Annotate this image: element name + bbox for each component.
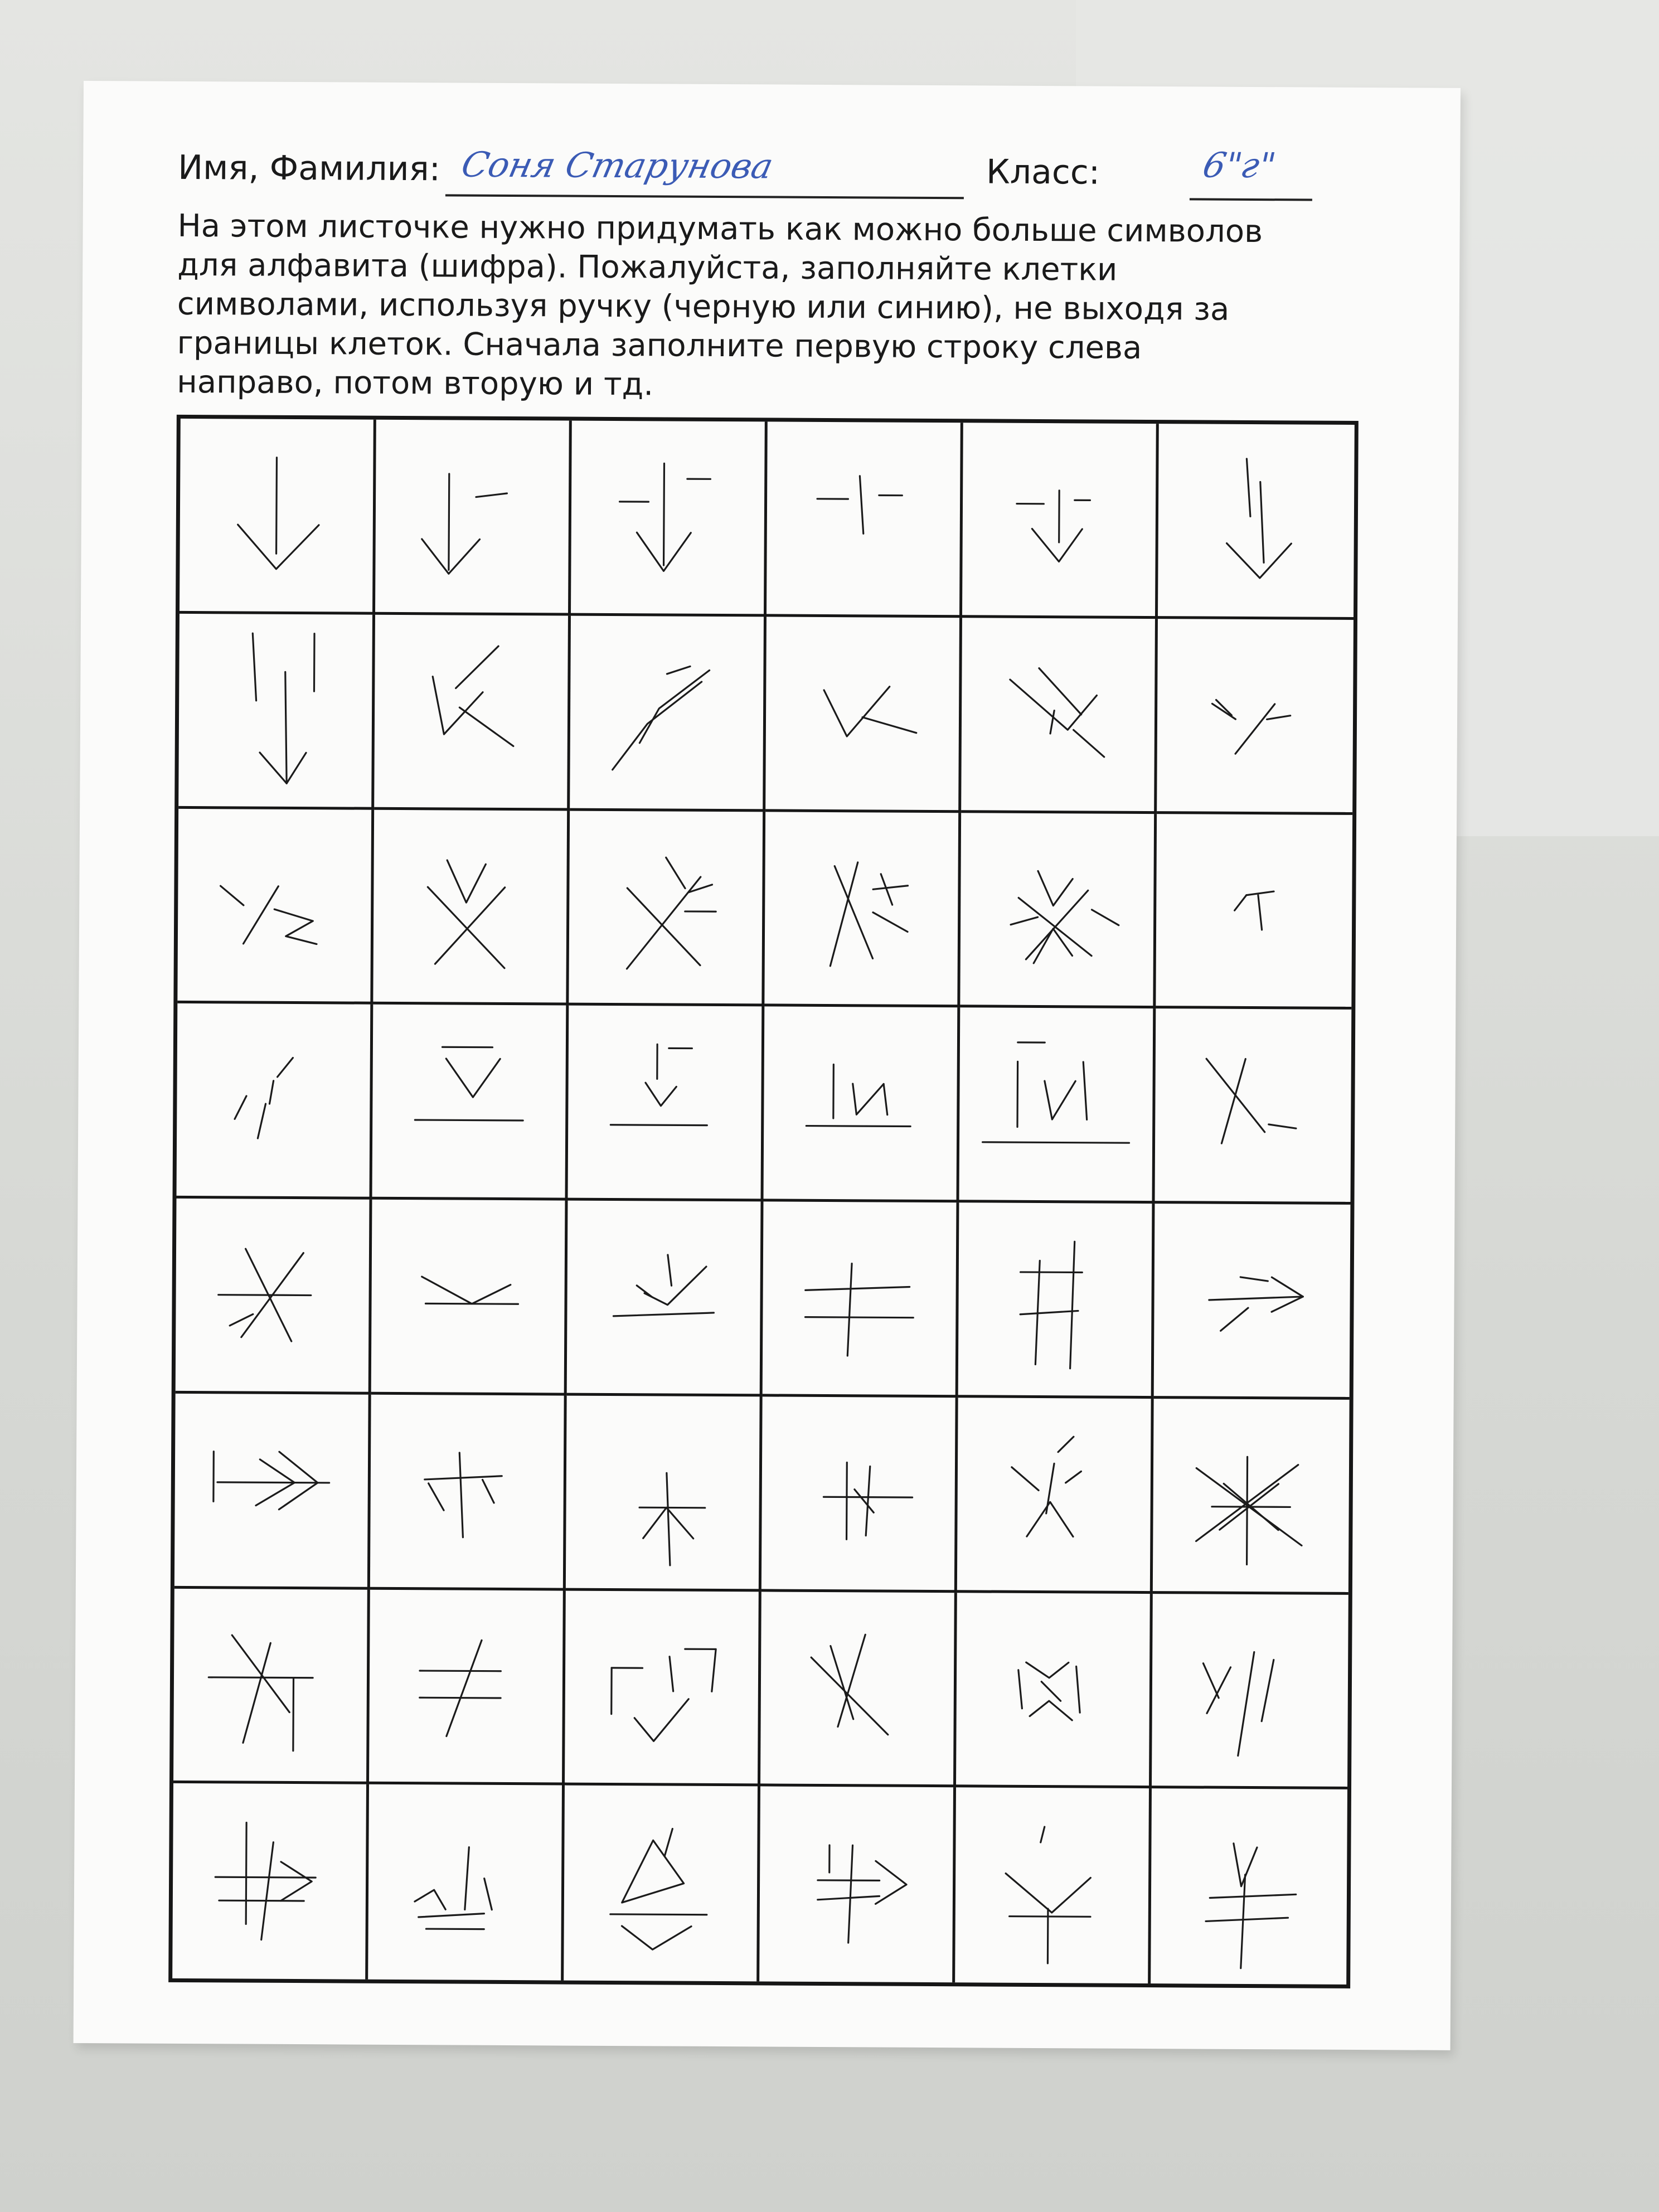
grid-cell[interactable] [372,1005,569,1201]
slash-chevron-icon [1157,619,1354,812]
instruction-line: На этом листочке нужно придумать как можно больше символов [177,207,1263,250]
grid-cell[interactable] [564,1786,760,1982]
ladder-icon [958,1202,1152,1396]
grid-cell[interactable] [172,1783,369,1980]
grid-cell[interactable] [765,617,962,813]
check-dash-icon [765,617,959,810]
grid-cell[interactable] [961,618,1158,814]
x-arrows-icon [569,811,763,1004]
star-arrows-icon [960,813,1154,1006]
slash-double-chevron-icon [177,808,371,1002]
cross-chevron-icon [370,1394,564,1588]
underline-arrow-icon [568,1006,762,1199]
x-chevron-top-icon [373,809,567,1003]
underline-box-icon [959,1008,1153,1201]
double-arrow-down-icon [178,614,372,807]
grid-cell[interactable] [178,614,375,810]
grid-cell[interactable] [763,1007,960,1203]
symbol-grid [168,415,1359,1988]
brackets-x-icon [956,1593,1150,1786]
crossed-slash-icon [173,1588,367,1782]
arrow-down-dashes-icon [571,421,765,614]
chevron-slash-icon [374,615,568,808]
tree-icon [566,1395,760,1589]
not-equal-icon [369,1589,563,1783]
instructions-text [177,207,1432,409]
class-label: Класс: [986,152,1100,192]
grid-cell[interactable] [761,1396,958,1593]
class-line [1190,198,1312,201]
grid-cell[interactable] [957,1398,1154,1594]
grid-cell[interactable] [1156,814,1352,1010]
grid-cell[interactable] [371,1200,568,1396]
grid-cell[interactable] [960,813,1157,1009]
arrow-down-double-icon [1158,424,1355,617]
grid-cell[interactable] [759,1787,956,1983]
grid-cell[interactable] [959,1008,1156,1204]
double-check-icon [570,615,764,809]
header-row [178,126,1405,211]
grid-cell[interactable] [369,1589,566,1786]
grid-cell[interactable] [566,1395,763,1592]
grid-cell[interactable] [1152,1594,1348,1790]
grid-cell[interactable] [567,1006,764,1202]
grid-cell[interactable] [767,421,963,618]
triangle-icon [564,1786,758,1982]
dense-star-icon [1153,1399,1350,1592]
worksheet-page [74,81,1461,2050]
grid-cell[interactable] [177,808,374,1005]
dash-chevron-icon [371,1200,565,1393]
x-slash-icon [760,1592,954,1785]
arrow-right-icon [1154,1204,1351,1397]
hook-icon [1156,814,1352,1007]
hash-cross-icon [761,1396,955,1590]
grid-cell[interactable] [760,1592,957,1788]
grid-cell[interactable] [180,419,376,615]
grid-cell[interactable] [958,1202,1155,1399]
arrow-down-dashes-small-icon [962,423,1156,616]
grid-cell[interactable] [570,615,767,812]
instruction-line: символами, используя ручку (черную или синию), не выходя за [177,285,1230,328]
grid-cell[interactable] [176,1199,372,1395]
grid-cell[interactable] [1151,1788,1347,1985]
double-arrow-right-icon [174,1394,368,1587]
bracket-hook-icon [177,1003,371,1197]
class-value: 6"г" [1199,144,1280,186]
grid-cell[interactable] [173,1588,370,1784]
grid-cell[interactable] [764,812,961,1008]
grid-cell[interactable] [1154,1204,1351,1400]
bracket-check-icon [565,1590,759,1784]
cup-icon [368,1784,562,1981]
grid-cell[interactable] [1157,619,1354,815]
slash-dash-icon [1155,1008,1352,1202]
grid-cell[interactable] [955,1787,1152,1983]
grid-cell[interactable] [569,811,765,1007]
cross-arrow-icon [759,1787,953,1983]
grid-cell[interactable] [763,1201,959,1398]
grid-cell[interactable] [1158,424,1355,620]
grid-cell[interactable] [375,420,572,616]
triple-slash-icon [1152,1594,1348,1787]
grid-cell[interactable] [567,1201,764,1397]
grid-cell[interactable] [571,421,768,617]
grid-cell[interactable] [368,1784,565,1981]
burst-small-icon [957,1398,1151,1591]
arrow-down-icon [180,419,373,612]
grid-cell[interactable] [174,1394,371,1590]
underline-comb-icon [764,1007,958,1200]
grid-cell[interactable] [374,615,571,811]
y-cross-icon [955,1787,1149,1983]
grid-cell[interactable] [565,1590,761,1787]
name-label: Имя, Фамилия: [178,148,441,189]
instruction-line: направо, потом вторую и тд. [177,363,654,403]
cross-dashes-icon [767,421,961,615]
triple-bar-icon [763,1201,957,1395]
grid-cell[interactable] [1153,1399,1350,1595]
burst-arrows-icon [764,812,958,1005]
grid-cell[interactable] [962,423,1159,619]
instruction-line: для алфавита (шифра). Пожалуйста, заполняйте клетки [177,246,1118,288]
name-line [445,194,964,199]
x-chevron-icon [961,618,1155,811]
grid-cell[interactable] [1154,1008,1351,1205]
asterisk-icon [176,1199,370,1392]
tree-bars-icon [1151,1788,1347,1985]
name-value: Соня Старунова [458,144,777,187]
grid-cell[interactable] [177,1003,373,1200]
grid-cell[interactable] [370,1394,567,1590]
grid-arrow-icon [172,1783,366,1980]
instruction-line: границы клеток. Сначала заполните первую строку слева [177,324,1142,366]
grid-cell[interactable] [373,809,570,1006]
sunrise-icon [567,1201,761,1394]
underline-chevron-icon [372,1005,566,1198]
arrow-down-dash-icon [375,420,569,613]
grid-cell[interactable] [956,1593,1153,1789]
